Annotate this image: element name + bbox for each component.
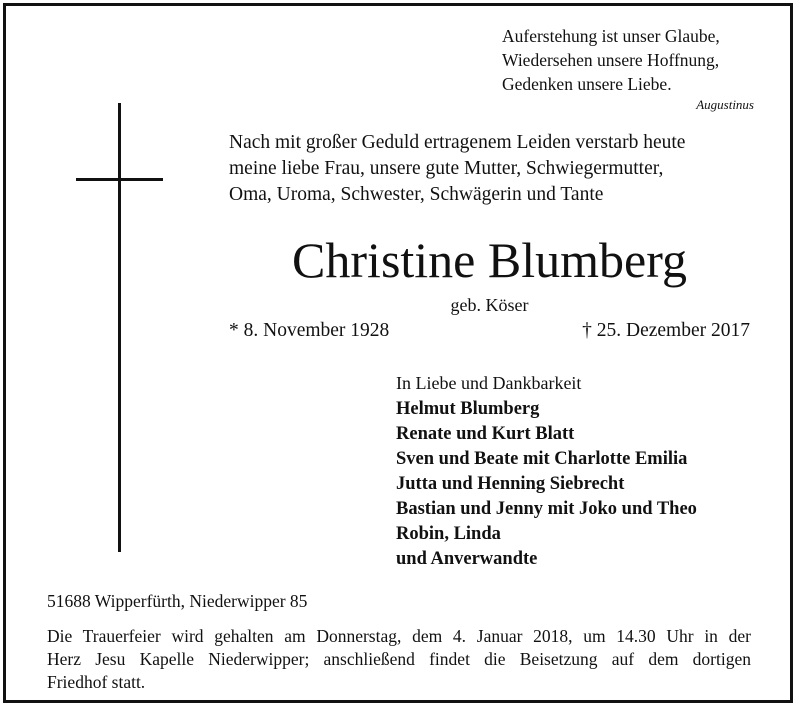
intro-paragraph — [229, 130, 759, 208]
mourner-name: Bastian und Jenny mit Joko und Theo — [396, 499, 697, 519]
mourner-name: Robin, Linda — [396, 524, 501, 544]
maiden-name: geb. Köser — [450, 295, 529, 315]
funeral-line: Friedhof statt. — [47, 672, 146, 692]
mourners-block — [396, 371, 776, 572]
funeral-line: Herz Jesu Kapelle Niederwipper; anschließend findet die Beisetzung auf dem dortigen — [47, 649, 751, 669]
mourner-name: Jutta und Henning Siebrecht — [396, 474, 625, 494]
quote-author: Augustinus — [696, 97, 754, 112]
mourners-list — [396, 397, 776, 572]
mourners-heading: In Liebe und Dankbarkeit — [396, 373, 582, 393]
deceased-name: Christine Blumberg — [292, 232, 687, 288]
mourner-name: Helmut Blumberg — [396, 399, 540, 419]
quote-block — [502, 24, 762, 114]
funeral-line: Die Trauerfeier wird gehalten am Donnerstag, dem 4. Januar 2018, um 14.30 Uhr in der — [47, 626, 751, 646]
mourner-name: Renate und Kurt Blatt — [396, 424, 575, 444]
cross-icon-vertical — [118, 103, 121, 552]
mourner-name: Sven und Beate mit Charlotte Emilia — [396, 449, 688, 469]
intro-line: Nach mit großer Geduld ertragenem Leiden verstarb heute — [229, 132, 686, 153]
intro-line: meine liebe Frau, unsere gute Mutter, Schwiegermutter, — [229, 158, 664, 179]
death-date: † 25. Dezember 2017 — [582, 320, 750, 341]
quote-line: Auferstehung ist unser Glaube, — [502, 26, 720, 46]
quote-line: Gedenken unsere Liebe. — [502, 74, 672, 94]
funeral-notice — [47, 625, 751, 694]
birth-date: * 8. November 1928 — [229, 320, 390, 341]
quote-line: Wiedersehen unsere Hoffnung, — [502, 50, 720, 70]
intro-line: Oma, Uroma, Schwester, Schwägerin und Tante — [229, 184, 604, 205]
mourner-name: und Anverwandte — [396, 549, 538, 569]
cross-icon-horizontal — [76, 178, 163, 181]
family-address: 51688 Wipperfürth, Niederwipper 85 — [47, 591, 308, 611]
